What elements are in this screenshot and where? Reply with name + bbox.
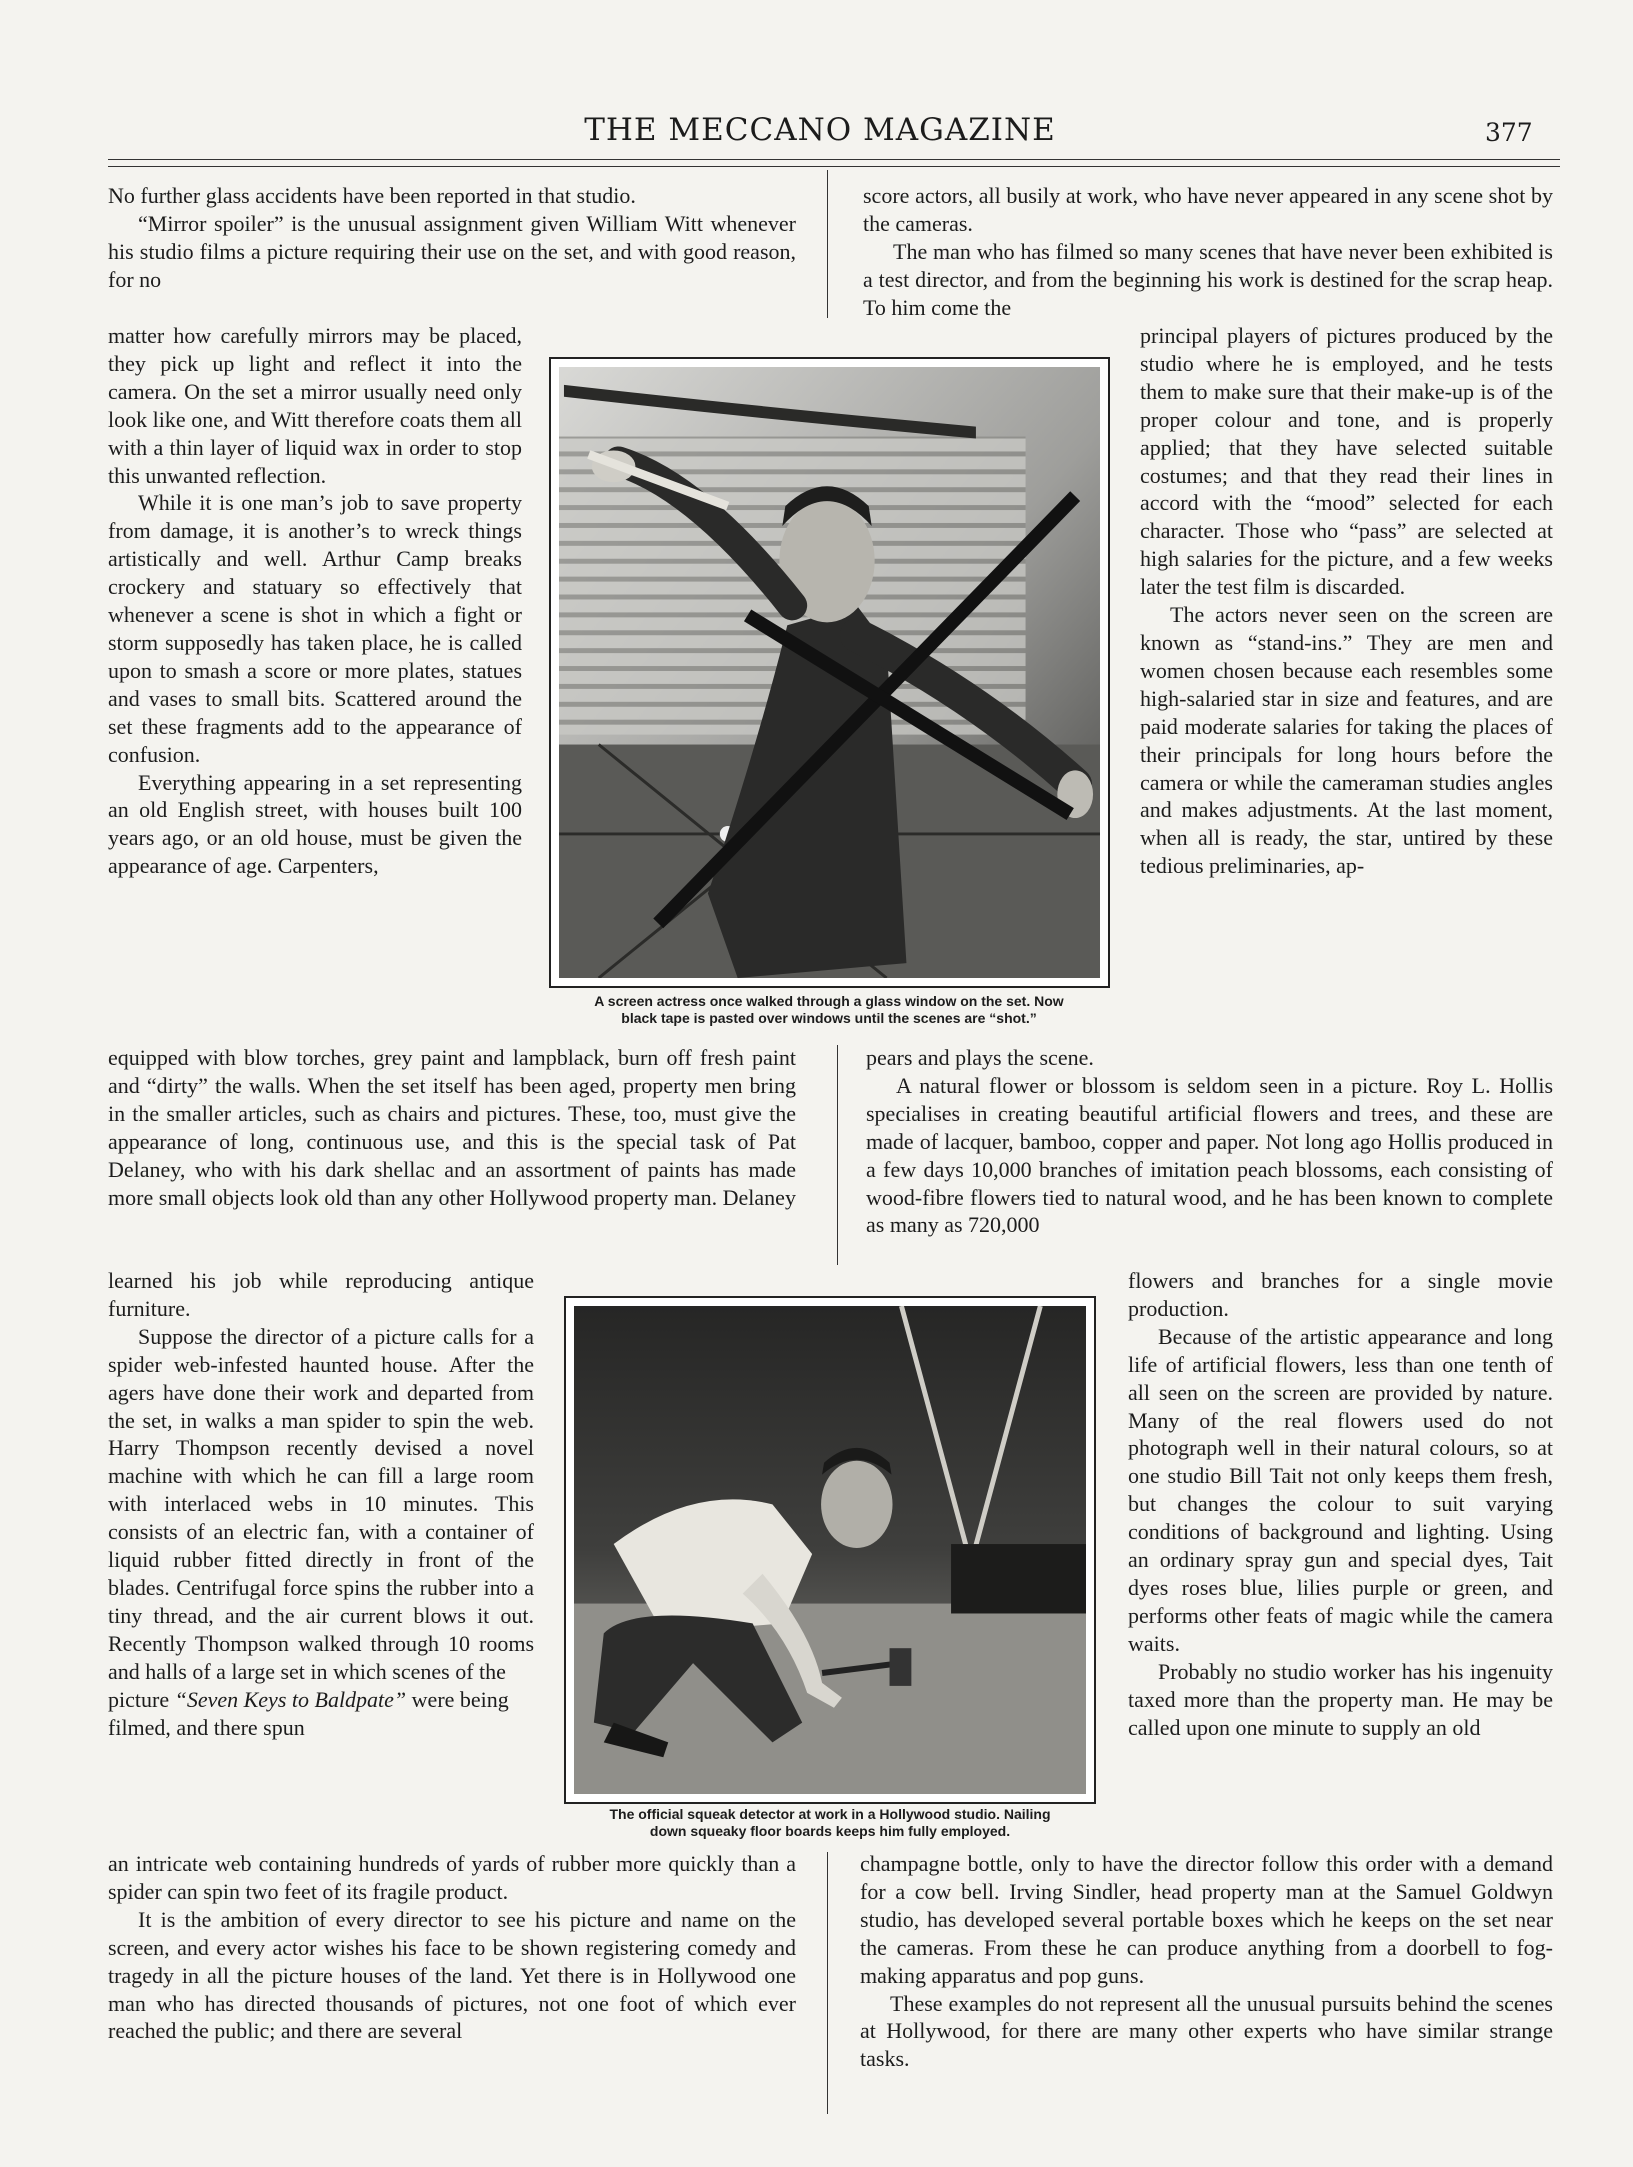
paragraph: champagne bottle, only to have the director follow this order with a demand for a cow bell. Irving Sindler, head property man at the Samuel Goldwyn studio, has developed several portable boxes which he keeps on the set near the cameras. From these he can produce anything from a doorbell to fog-making apparatus and pop guns. [860, 1851, 1553, 1988]
column-divider [827, 1852, 828, 2114]
column-divider [837, 1045, 838, 1265]
paragraph: These examples do not represent all the unusual pursuits behind the scenes at Hollywood, for there are many other experts who have similar strange tasks. [860, 1990, 1553, 2072]
paragraph: pears and plays the scene. [866, 1045, 1094, 1070]
caption-line: A screen actress once walked through a glass window on the set. Now [594, 993, 1064, 1009]
film-title: “Seven Keys to Baldpate” [174, 1686, 407, 1712]
caption-line: The official squeak detector at work in a Hollywood studio. Nailing [609, 1806, 1051, 1822]
paragraph: equipped with blow torches, grey paint and lampblack, burn off fresh paint and “dirty” the walls. When the set itself has been aged, property men bring in the smaller articles, such as chairs and pictures. These, too, must give the appearance of long, continuous use, and this is the special task of Pat Delaney, who with his dark shellac and an assortment of paints has made more small objects look old than any other Hollywood property man. Delaney [108, 1045, 796, 1210]
article-left-narrow-1 [108, 322, 522, 880]
article-right-narrow-2 [1128, 1267, 1553, 1741]
paragraph: flowers and branches for a single movie production. [1128, 1268, 1553, 1321]
photo-actress-window [549, 357, 1110, 988]
page-number: 377 [1485, 118, 1533, 147]
paragraph: matter how carefully mirrors may be placed, they pick up light and reflect it into the camera. On the set a mirror usually need only look like one, and Witt therefore coats them all with a thin layer of liquid wax in order to stop this unwanted reflection. [108, 323, 522, 488]
photo-illustration [559, 367, 1100, 978]
paragraph: It is the ambition of every director to see his picture and name on the screen, and every actor wishes his face to be shown registering comedy and tragedy in all the picture houses of the land. Yet there is in Hollywood one man who has directed thousands of pictures, not one foot of which ever reached the public; and there are several [108, 1906, 796, 2044]
paragraph: No further glass accidents have been reported in that studio. [108, 183, 636, 208]
magazine-title: THE MECCANO MAGAZINE [584, 112, 1056, 148]
paragraph: “Mirror spoiler” is the unusual assignment given William Witt whenever his studio films a picture requiring their use on the set, and with good reason, for no [108, 210, 796, 292]
column-divider [827, 170, 828, 318]
photo-image [574, 1306, 1086, 1794]
photo-caption [530, 993, 1128, 1027]
caption-line: down squeaky floor boards keeps him fully employed. [649, 1823, 1011, 1839]
article-right-bottom [860, 1850, 1553, 2073]
text-fragment: picture [108, 1686, 175, 1712]
paragraph-film-title [108, 1686, 534, 1742]
article-left-bottom [108, 1850, 796, 2045]
paragraph: Probably no studio worker has his ingenuity taxed more than the property man. He may be called upon one minute to supply an old [1128, 1658, 1553, 1740]
paragraph: score actors, all busily at work, who have never appeared in any scene shot by the cameras. [863, 183, 1553, 236]
paragraph: principal players of pictures produced by the studio where he is employed, and he tests them to make sure that their make-up is of the proper colour and tone, and is properly applied; that they have selected suitable costumes; and that they read their lines in accord with the “mood” selected for each character. Those who “pass” are selected at high salaries for the picture, and a few weeks later the test film is discarded. [1140, 323, 1553, 600]
photo-caption [549, 1806, 1111, 1840]
photo-image [559, 367, 1100, 978]
paragraph: A natural flower or blossom is seldom seen in a picture. Roy L. Hollis specialises in creating beautiful artificial flowers and trees, and these are made of lacquer, bamboo, copper and paper. Not long ago Hollis produced in a few days 10,000 branches of imitation peach blossoms, each consisting of wood-fibre flowers tied to natural wood, and he has been known to complete as many as 720,000 [866, 1072, 1553, 1238]
paragraph: Everything appearing in a set representing an old English street, with houses built 100 years ago, or an old house, must be given the appearance of age. Carpenters, [108, 769, 522, 879]
header-rule [108, 159, 1560, 160]
photo-illustration [574, 1306, 1086, 1794]
paragraph: The man who has filmed so many scenes that have never been exhibited is a test director, and from the beginning his work is destined for the scrap heap. To him come the [863, 238, 1553, 320]
article-left-middle [108, 1044, 796, 1211]
paragraph: The actors never seen on the screen are known as “stand-ins.” They are men and women chosen because each resembles some high-salaried star in size and features, and are paid moderate salaries for taking the places of their principals for long hours before the camera or while the cameraman studies angles and makes adjustments. At the last moment, when all is ready, the star, untired by these tedious preliminaries, ap- [1140, 602, 1553, 879]
paragraph: Suppose the director of a picture calls for a spider web-infested haunted house. After the agers have done their work and departed from the set, in walks a man spider to spin the web. Harry Thompson recently devised a novel machine with which he can fill a large room with interlaced webs in 10 minutes. This consists of an electric fan, with a container of liquid rubber fitted directly in front of the blades. Centrifugal force spins the rubber into a tiny thread, and the air current blows it out. Recently Thompson walked through 10 rooms and halls of a large set in which scenes of the [108, 1323, 534, 1684]
article-right-middle [866, 1044, 1553, 1239]
article-left-narrow-2 [108, 1267, 534, 1741]
paragraph: While it is one man’s job to save property from damage, it is another’s to wreck things artistically and well. Arthur Camp breaks crockery and statuary so effectively that whenever a scene is shot in which a fight or storm supposedly has taken place, he is called upon to smash a score or more plates, statues and vases to small bits. Scattered around the set these fragments add to the appearance of confusion. [108, 490, 522, 767]
photo-squeak-detector [564, 1296, 1096, 1804]
article-left-top [108, 182, 796, 294]
text-fragment: were being filmed, and there spun [108, 1686, 509, 1740]
caption-line: black tape is pasted over windows until the scenes are “shot.” [621, 1010, 1037, 1026]
paragraph: learned his job while reproducing antique furniture. [108, 1268, 534, 1321]
paragraph: an intricate web containing hundreds of yards of rubber more quickly than a spider can spin two feet of its fragile product. [108, 1851, 796, 1904]
paragraph: Because of the artistic appearance and long life of artificial flowers, less than one tenth of all seen on the screen are provided by nature. Many of the real flowers used do not photograph well in their natural colours, so at one studio Bill Tait not only keeps them fresh, but changes the colour to suit varying conditions of background and lighting. Using an ordinary spray gun and special dyes, Tait dyes roses blue, lilies purple or green, and performs other feats of magic while the camera waits. [1128, 1323, 1553, 1656]
article-right-top [863, 182, 1553, 322]
header-rule-secondary [108, 166, 1560, 167]
article-right-narrow-1 [1140, 322, 1553, 880]
